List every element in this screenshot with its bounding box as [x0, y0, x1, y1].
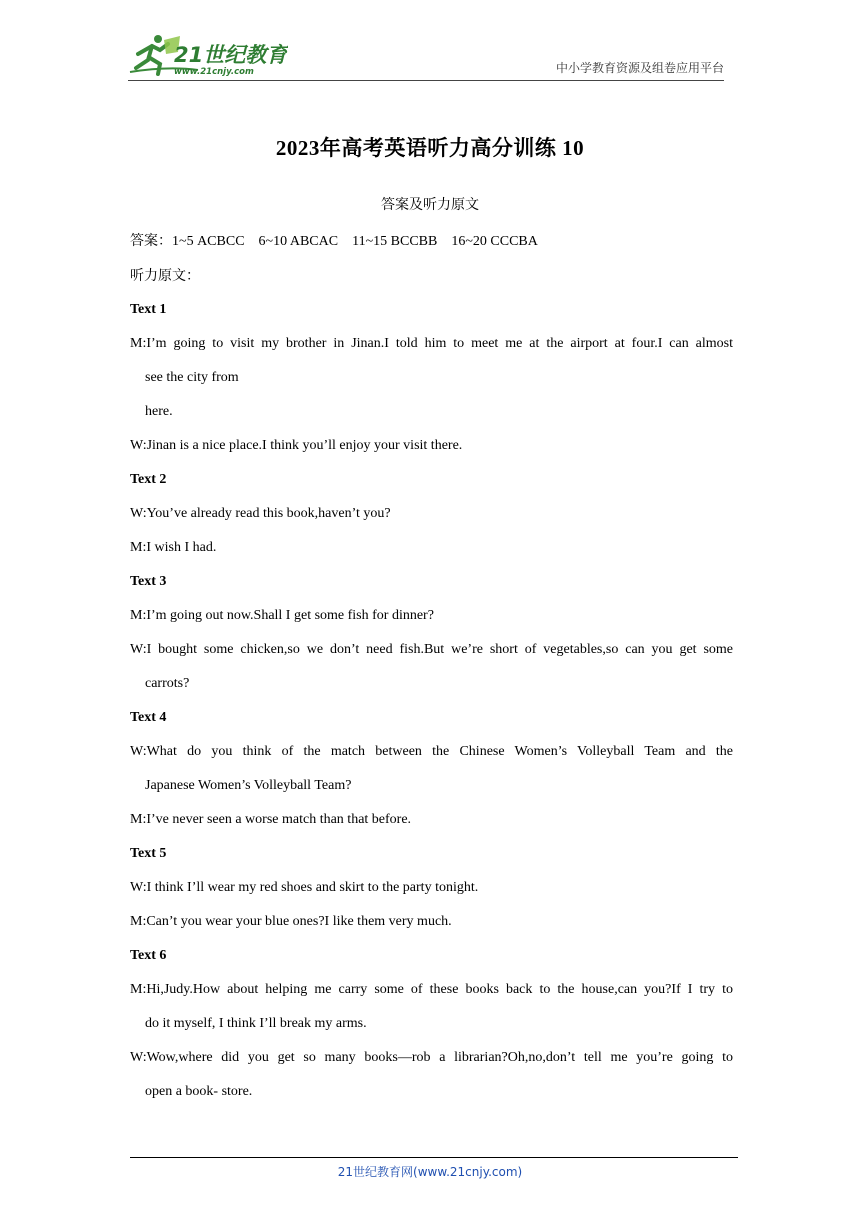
transcript-label: 听力原文： [130, 268, 200, 284]
dialogue-line: M:I’ve never seen a worse match than that before. [130, 812, 412, 827]
dialogue-line: W:You’ve already read this book,haven’t you? [130, 506, 391, 521]
dialogue-line: W:I bought some chicken,so we don’t need fish.But we’re short of vegetables,so can you get some [130, 642, 733, 657]
dialogue-line: M:Hi,Judy.How about helping me carry some of these books back to the house,can you?If I try to [130, 982, 733, 997]
text-label: Text 4 [130, 710, 167, 725]
text-label: Text 2 [130, 472, 167, 487]
dialogue-line: do it myself, I think I’ll break my arms. [145, 1016, 367, 1031]
answer-group: 6~10 ABCAC [258, 234, 339, 249]
dialogue-line: W:What do you think of the match between the Chinese Women’s Volleyball Team and the [130, 744, 733, 759]
dialogue-line: W:I think I’ll wear my red shoes and skirt to the party tonight. [130, 880, 479, 895]
section-subtitle: 答案及听力原文 [381, 197, 479, 213]
dialogue-line: M:Can’t you wear your blue ones?I like them very much. [130, 914, 452, 929]
site-logo [128, 32, 288, 76]
dialogue-line: M:I wish I had. [130, 540, 217, 555]
dialogue-line: Japanese Women’s Volleyball Team? [145, 778, 352, 793]
footer-link[interactable]: 21世纪教育网(www.21cnjy.com) [337, 1165, 523, 1179]
footer-divider [130, 1157, 738, 1158]
page-header [128, 30, 724, 81]
runner-logo-icon [128, 32, 288, 76]
dialogue-line: W:Jinan is a nice place.I think you’ll enjoy your visit there. [130, 438, 463, 453]
answer-group: 16~20 CCCBA [451, 234, 538, 249]
answer-group: 11~15 BCCBB [352, 234, 438, 249]
dialogue-line: M:I’m going to visit my brother in Jinan.I told him to meet me at the airport at four.I can almost [130, 336, 733, 351]
page-title: 2023年高考英语听力高分训练 10 [275, 136, 585, 160]
text-label: Text 5 [130, 846, 167, 861]
dialogue-line: carrots? [145, 676, 190, 691]
logo-url: www.21cnjy.com [174, 67, 254, 76]
text-label: Text 3 [130, 574, 167, 589]
dialogue-line: W:Wow,where did you get so many books—rob a librarian?Oh,no,don’t tell me you’re going to [130, 1050, 733, 1065]
answer-group: 1~5 ACBCC [172, 234, 245, 249]
text-label: Text 6 [130, 948, 167, 963]
dialogue-line: here. [145, 404, 173, 419]
dialogue-line: see the city from [145, 370, 239, 385]
dialogue-line: M:I’m going out now.Shall I get some fish for dinner? [130, 608, 434, 623]
answer-line [130, 224, 733, 259]
platform-name: 中小学教育资源及组卷应用平台 [555, 61, 724, 75]
logo-text: 21世纪教育 [174, 43, 288, 67]
document-body [130, 224, 733, 1109]
text-label: Text 1 [130, 302, 167, 317]
dialogue-line: open a book- store. [145, 1084, 253, 1099]
answer-label: 答案： [130, 233, 172, 249]
